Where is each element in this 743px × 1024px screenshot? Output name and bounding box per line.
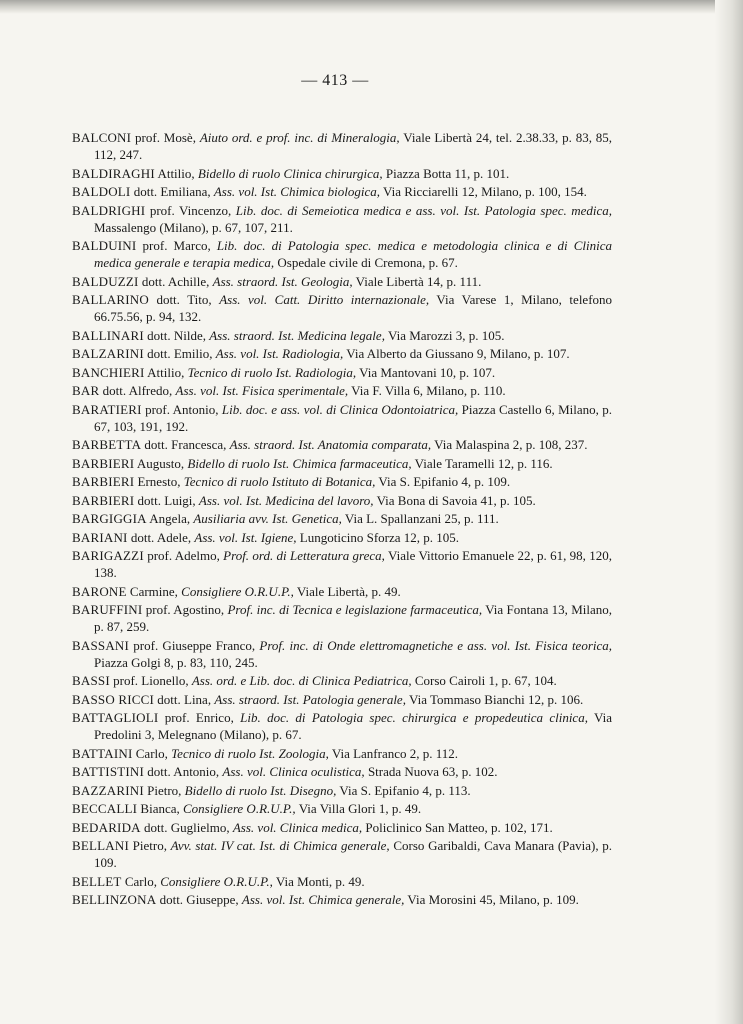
entry-address: Via S. Epifanio 4, p. 113.	[339, 782, 471, 798]
entry-surname: BARONE	[72, 583, 127, 599]
entry-title-name: dott. Lina,	[157, 691, 212, 707]
entry-title-name: Attilio,	[157, 165, 195, 181]
entry-surname: BARGIGGIA	[72, 511, 147, 526]
entry-title-name: dott. Antonio,	[147, 764, 220, 779]
entry-title-name: prof. Giuseppe Franco,	[133, 637, 256, 653]
entry-address: Massalengo (Milano), p. 67, 107, 211.	[94, 219, 293, 235]
entry-title-name: prof. Antonio,	[145, 401, 219, 417]
entry-surname: BARBIERI	[72, 492, 135, 508]
directory-entry	[72, 547, 612, 581]
directory-entry	[72, 709, 612, 743]
entry-address: Corso Cairoli 1, p. 67, 104.	[414, 673, 557, 688]
entry-surname: BASSANI	[72, 637, 130, 653]
directory-entry	[72, 763, 612, 780]
entry-title-name: Augusto,	[136, 455, 185, 471]
entry-role: Prof. ord. di Letteratura greca,	[223, 548, 385, 563]
entry-surname: BARIANI	[72, 529, 128, 545]
entry-title-name: prof. Enrico,	[164, 710, 234, 725]
directory-entry	[72, 800, 612, 817]
entry-role: Bidello di ruolo Clinica chirurgica,	[197, 165, 383, 181]
entry-title-name: dott. Emilio,	[147, 346, 213, 361]
entry-role: Ass. vol. Ist. Igiene,	[194, 529, 297, 545]
entry-role: Bidello di ruolo Ist. Disegno,	[184, 782, 337, 798]
entry-surname: BANCHIERI	[72, 364, 145, 380]
entry-address: Viale Libertà, p. 49.	[296, 583, 401, 599]
entry-surname: BARBIERI	[72, 455, 135, 471]
entry-role: Ass. straord. Ist. Patologia generale,	[214, 691, 406, 707]
entry-surname: BALDRIGHI	[72, 202, 146, 218]
entry-role: Ass. vol. Ist. Chimica biologica,	[213, 184, 380, 199]
directory-entry	[72, 165, 612, 182]
entry-address: Via Predolini 3, Melegnano (Milano), p. 67.	[94, 710, 613, 742]
directory-entry	[72, 183, 612, 200]
entry-surname: BALDOLI	[72, 184, 131, 199]
entry-role: Prof. inc. di Tecnica e legislazione farmaceutica,	[227, 602, 483, 617]
entry-surname: BALZARINI	[72, 346, 144, 361]
entry-address: Via Monti, p. 49.	[275, 873, 365, 889]
entry-address: Piazza Botta 11, p. 101.	[385, 165, 510, 181]
entry-address: Via L. Spallanzani 25, p. 111.	[344, 511, 499, 526]
entry-surname: BALDUINI	[72, 238, 137, 253]
entry-title-name: prof. Lionello,	[113, 673, 189, 688]
entry-surname: BARBIERI	[72, 474, 135, 489]
directory-entry	[72, 601, 612, 635]
entry-address: Piazza Golgi 8, p. 83, 110, 245.	[94, 654, 258, 670]
entry-title-name: Pietro,	[132, 838, 167, 853]
directory-entry	[72, 637, 612, 671]
directory-entry	[72, 273, 612, 290]
directory-entry	[72, 473, 612, 490]
entry-title-name: Angela,	[149, 511, 191, 526]
directory-entry	[72, 129, 612, 163]
directory-entry	[72, 492, 612, 509]
entry-surname: BARBETTA	[72, 437, 142, 452]
entry-title-name: Bianca,	[140, 801, 180, 816]
directory-entries	[72, 129, 612, 910]
entry-surname: BECCALLI	[72, 801, 138, 816]
directory-entry	[72, 364, 612, 381]
entry-title-name: dott. Tito,	[156, 292, 212, 307]
entry-address: Via Varese 1, Milano, telefono 66.75.56, p. 94, 132.	[94, 292, 613, 324]
entry-address: Via F. Villa 6, Milano, p. 110.	[351, 383, 506, 398]
entry-surname: BASSO RICCI	[72, 691, 155, 707]
entry-title-name: prof. Adelmo,	[147, 548, 220, 563]
directory-entry	[72, 837, 612, 871]
entry-role: Ass. straord. Ist. Anatomia comparata,	[229, 437, 432, 452]
entry-role: Consigliere O.R.U.P.,	[181, 583, 294, 599]
entry-address: Via Mantovani 10, p. 107.	[359, 364, 496, 380]
entry-surname: BATTAINI	[72, 745, 133, 761]
entry-surname: BATTAGLIOLI	[72, 710, 159, 725]
scan-right-edge	[715, 0, 743, 1024]
directory-entry	[72, 327, 612, 344]
entry-address: Via Ricciarelli 12, Milano, p. 100, 154.	[382, 184, 587, 199]
directory-entry	[72, 691, 612, 708]
directory-entry	[72, 583, 612, 600]
entry-title-name: prof. Mosè,	[135, 130, 196, 145]
directory-entry	[72, 891, 612, 908]
entry-role: Bidello di ruolo Ist. Chimica farmaceutica,	[187, 455, 412, 471]
entry-role: Ass. vol. Ist. Medicina del lavoro,	[198, 492, 374, 508]
entry-address: Corso Garibaldi, Cava Manara (Pavia), p. 109.	[94, 838, 613, 870]
entry-role: Prof. inc. di Onde elettromagnetiche e ass. vol. Ist. Fisica teorica,	[259, 637, 613, 653]
directory-entry	[72, 873, 612, 890]
directory-entry	[72, 382, 612, 399]
entry-address: Viale Libertà 24, tel. 2.38.33, p. 83, 85, 112, 247.	[94, 130, 613, 162]
entry-title-name: dott. Achille,	[141, 273, 210, 289]
entry-role: Lib. doc. e ass. vol. di Clinica Odontoiatrica,	[221, 401, 459, 417]
entry-title-name: Carlo,	[135, 745, 168, 761]
entry-surname: BARATIERI	[72, 401, 142, 417]
entry-title-name: dott. Guglielmo,	[144, 819, 230, 835]
directory-entry	[72, 510, 612, 527]
entry-role: Ass. vol. Clinica medica,	[232, 819, 363, 835]
entry-address: Via Marozzi 3, p. 105.	[387, 327, 505, 343]
entry-surname: BALLARINO	[72, 292, 149, 307]
entry-role: Avv. stat. IV cat. Ist. di Chimica generale,	[170, 838, 390, 853]
directory-entry	[72, 782, 612, 799]
entry-address: Viale Vittorio Emanuele 22, p. 61, 98, 120, 138.	[94, 548, 613, 580]
entry-surname: BALDIRAGHI	[72, 165, 155, 181]
entry-address: Lungoticino Sforza 12, p. 105.	[299, 529, 460, 545]
directory-entry	[72, 819, 612, 836]
entry-role: Tecnico di ruolo Ist. Radiologia,	[187, 364, 357, 380]
entry-surname: BELLANI	[72, 838, 129, 853]
entry-address: Strada Nuova 63, p. 102.	[367, 764, 498, 779]
entry-address: Via S. Epifanio 4, p. 109.	[378, 474, 511, 489]
entry-title-name: dott. Giuseppe,	[159, 892, 239, 907]
directory-entry	[72, 237, 612, 271]
entry-role: Ass. vol. Ist. Fisica sperimentale,	[175, 383, 349, 398]
entry-address: Via Morosini 45, Milano, p. 109.	[407, 892, 579, 907]
entry-address: Via Villa Glori 1, p. 49.	[298, 801, 422, 816]
entry-surname: BAZZARINI	[72, 782, 144, 798]
entry-role: Ass. ord. e Lib. doc. di Clinica Pediatrica,	[191, 673, 412, 688]
entry-surname: BARIGAZZI	[72, 548, 144, 563]
directory-entry	[72, 436, 612, 453]
entry-surname: BASSI	[72, 673, 110, 688]
entry-title-name: prof. Marco,	[142, 238, 211, 253]
entry-title-name: dott. Luigi,	[137, 492, 196, 508]
entry-address: Via Tommaso Bianchi 12, p. 106.	[408, 691, 584, 707]
entry-role: Ass. vol. Clinica oculistica,	[222, 764, 365, 779]
entry-title-name: Pietro,	[147, 782, 182, 798]
entry-title-name: Carlo,	[124, 873, 157, 889]
entry-role: Ass. vol. Ist. Chimica generale,	[241, 892, 405, 907]
entry-surname: BALLINARI	[72, 327, 144, 343]
entry-address: Viale Taramelli 12, p. 116.	[414, 455, 553, 471]
entry-surname: BATTISTINI	[72, 764, 145, 779]
directory-entry	[72, 529, 612, 546]
directory-entry	[72, 672, 612, 689]
entry-address: Piazza Castello 6, Milano, p. 67, 103, 191, 192.	[94, 401, 613, 434]
directory-entry	[72, 345, 612, 362]
entry-role: Tecnico di ruolo Ist. Zoologia,	[171, 745, 329, 761]
entry-role: Ass. straord. Ist. Geologia,	[212, 273, 353, 289]
entry-surname: BALCONI	[72, 130, 132, 145]
entry-surname: BELLINZONA	[72, 892, 157, 907]
entry-title-name: dott. Emiliana,	[133, 184, 211, 199]
directory-entry	[72, 291, 612, 325]
directory-entry	[72, 202, 612, 236]
directory-entry	[72, 401, 612, 435]
entry-role: Ausiliaria avv. Ist. Genetica,	[193, 511, 342, 526]
entry-role: Lib. doc. di Patologia spec. chirurgica e propedeutica clinica,	[240, 710, 588, 725]
entry-surname: BAR	[72, 383, 100, 398]
entry-address: Via Bona di Savoia 41, p. 105.	[376, 492, 536, 508]
entry-title-name: Attilio,	[147, 364, 185, 380]
entry-role: Ass. vol. Catt. Diritto internazionale,	[219, 292, 430, 307]
entry-role: Consigliere O.R.U.P.,	[160, 873, 273, 889]
entry-address: Ospedale civile di Cremona, p. 67.	[277, 255, 458, 270]
entry-title-name: dott. Adele,	[130, 529, 192, 545]
scan-top-edge	[0, 0, 743, 14]
directory-entry	[72, 745, 612, 762]
entry-role: Tecnico di ruolo Istituto di Botanica,	[183, 474, 376, 489]
entry-surname: BARUFFINI	[72, 602, 143, 617]
entry-role: Ass. vol. Ist. Radiologia,	[215, 346, 344, 361]
entry-title-name: dott. Francesca,	[144, 437, 227, 452]
entry-address: Policlinico San Matteo, p. 102, 171.	[365, 819, 553, 835]
directory-entry	[72, 455, 612, 472]
page-number: — 413 —	[301, 72, 369, 89]
entry-title-name: dott. Nilde,	[147, 327, 206, 343]
entry-title-name: prof. Vincenzo,	[149, 202, 232, 218]
entry-surname: BEDARIDA	[72, 819, 141, 835]
entry-role: Aiuto ord. e prof. inc. di Mineralogia,	[199, 130, 400, 145]
entry-title-name: dott. Alfredo,	[102, 383, 173, 398]
entry-role: Lib. doc. di Patologia spec. medica e metodologia clinica e di Clinica medica generale e terapia medica,	[94, 238, 613, 270]
entry-surname: BELLET	[72, 873, 122, 889]
entry-address: Via Fontana 13, Milano, p. 87, 259.	[94, 602, 613, 634]
entry-title-name: Carmine,	[129, 583, 178, 599]
entry-address: Via Lanfranco 2, p. 112.	[331, 745, 459, 761]
entry-role: Consigliere O.R.U.P.,	[183, 801, 296, 816]
entry-surname: BALDUZZI	[72, 273, 139, 289]
entry-address: Via Alberto da Giussano 9, Milano, p. 107.	[346, 346, 570, 361]
entry-title-name: prof. Agostino,	[145, 602, 225, 617]
entry-address: Via Malaspina 2, p. 108, 237.	[434, 437, 588, 452]
entry-role: Lib. doc. di Semeiotica medica e ass. vol. Ist. Patologia spec. medica,	[235, 202, 613, 218]
entry-title-name: Ernesto,	[137, 474, 181, 489]
entry-role: Ass. straord. Ist. Medicina legale,	[209, 327, 385, 343]
entry-address: Viale Libertà 14, p. 111.	[355, 273, 482, 289]
